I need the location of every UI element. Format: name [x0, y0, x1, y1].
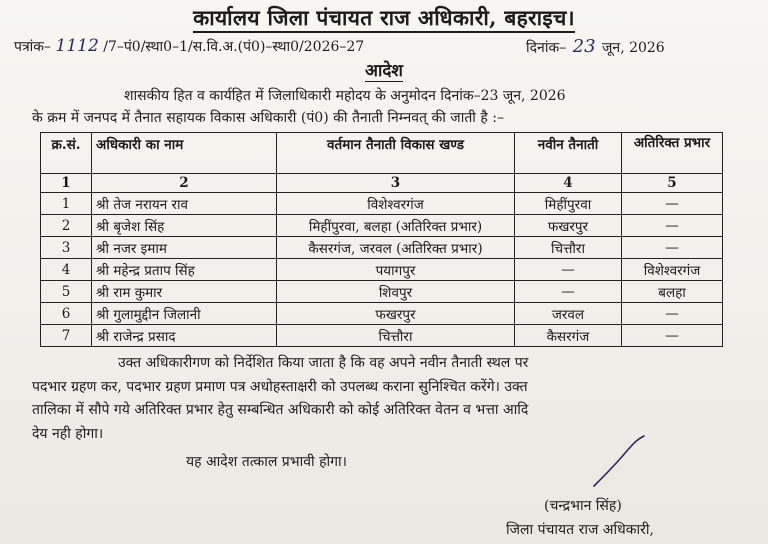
serial-cell: 4: [41, 259, 92, 281]
intro-line-1: शासकीय हित व कार्यहित में जिलाधिकारी महोदय के अनुमोदन दिनांक–23 जून, 2026: [124, 88, 566, 104]
header-serial: क्र.सं.: [41, 133, 92, 174]
order-date: [526, 36, 665, 57]
serial-cell: 2: [41, 215, 92, 237]
current-posting-cell: शिवपुर: [277, 281, 515, 303]
column-number: 3: [277, 174, 515, 193]
officer-name-cell: श्री तेज नरायन राव: [92, 193, 277, 215]
table-header-row: [41, 133, 723, 174]
table-row: [41, 325, 723, 347]
current-posting-cell: मिहींपुरवा, बलहा (अतिरिक्त प्रभार): [277, 215, 515, 237]
date-prefix: दिनांक–: [526, 40, 567, 56]
column-number-row: [41, 174, 723, 193]
signatory-designation: जिला पंचायत राज अधिकारी,: [506, 522, 654, 538]
serial-cell: 6: [41, 303, 92, 325]
officer-name-cell: श्री महेन्द्र प्रताप सिंह: [92, 259, 277, 281]
reference-number: [14, 36, 364, 56]
date-day-handwritten: 23: [572, 36, 596, 57]
column-number: 5: [622, 174, 723, 193]
header-current-posting: वर्तमान तैनाती विकास खण्ड: [277, 133, 515, 174]
column-number: 4: [515, 174, 622, 193]
handwritten-signature: [590, 432, 650, 492]
column-number: 2: [92, 174, 277, 193]
header-additional-charge: अतिरिक्त प्रभार: [622, 133, 723, 174]
effective-statement: यह आदेश तत्काल प्रभावी होगा।: [186, 454, 347, 470]
new-posting-cell: —: [515, 281, 622, 303]
officer-name-cell: श्री गुलामुद्दीन जिलानी: [92, 303, 277, 325]
additional-charge-cell: बलहा: [622, 281, 723, 303]
additional-charge-cell: —: [622, 237, 723, 259]
signatory-name: (चन्द्रभान सिंह): [544, 498, 622, 514]
header-new-posting: नवीन तैनाती: [515, 133, 622, 174]
intro-line-2: के क्रम में जनपद में तैनात सहायक विकास अधिकारी (पं0) की तैनाती निम्नवत् की जाती है :–: [32, 110, 504, 126]
additional-charge-cell: —: [622, 303, 723, 325]
new-posting-cell: चित्तौरा: [515, 237, 622, 259]
header-officer-name: अधिकारी का नाम: [92, 133, 277, 174]
new-posting-cell: कैसरगंज: [515, 325, 622, 347]
table-row: [41, 303, 723, 325]
order-heading: [0, 58, 768, 81]
new-posting-cell: जरवल: [515, 303, 622, 325]
officer-name-cell: श्री राजेन्द्र प्रसाद: [92, 325, 277, 347]
officer-name-cell: श्री नजर इमाम: [92, 237, 277, 259]
paragraph-line: पदभार ग्रहण कर, पदभार ग्रहण प्रमाण पत्र अधोहस्ताक्षरी को उपलब्ध कराना सुनिश्चित करेंगे। उक्त: [32, 378, 528, 395]
new-posting-cell: मिहींपुरवा: [515, 193, 622, 215]
paragraph-line: [32, 352, 718, 376]
new-posting-cell: —: [515, 259, 622, 281]
officer-name-cell: श्री बृजेश सिंह: [92, 215, 277, 237]
current-posting-cell: विशेश्वरगंज: [277, 193, 515, 215]
serial-cell: 7: [41, 325, 92, 347]
order-heading-text: आदेश: [365, 61, 403, 81]
paragraph-line-text: उक्त अधिकारीगण को निर्देशित किया जाता है कि वह अपने नवीन तैनाती स्थल पर: [118, 355, 529, 371]
paragraph-line: देय नही होगा।: [32, 425, 104, 442]
table-row: [41, 193, 723, 215]
additional-charge-cell: —: [622, 215, 723, 237]
current-posting-cell: चित्तौरा: [277, 325, 515, 347]
ref-prefix: पत्रांक–: [14, 39, 52, 55]
posting-table: [40, 132, 723, 347]
current-posting-cell: कैसरगंज, जरवल (अतिरिक्त प्रभार): [277, 237, 515, 259]
table-row: [41, 259, 723, 281]
officer-name-cell: श्री राम कुमार: [92, 281, 277, 303]
ref-number-handwritten: 1112: [55, 36, 99, 56]
office-title: [0, 4, 768, 32]
serial-cell: 3: [41, 237, 92, 259]
paragraph-line: तालिका में सौपे गये अतिरिक्त प्रभार हेतु सम्बन्धित अधिकारी को कोई अतिरिक्त वेतन व भत्ता आदि: [32, 402, 529, 418]
current-posting-cell: फखरपुर: [277, 303, 515, 325]
new-posting-cell: फखरपुर: [515, 215, 622, 237]
serial-cell: 5: [41, 281, 92, 303]
serial-cell: 1: [41, 193, 92, 215]
table-row: [41, 237, 723, 259]
additional-charge-cell: —: [622, 325, 723, 347]
ref-suffix: /7–पं0/स्था0–1/स.वि.अ.(पं0)–स्था0/2026–27: [103, 39, 365, 55]
table-row: [41, 281, 723, 303]
additional-charge-cell: —: [622, 193, 723, 215]
current-posting-cell: पयागपुर: [277, 259, 515, 281]
office-title-text: कार्यालय जिला पंचायत राज अधिकारी, बहराइच।: [193, 5, 575, 33]
table-row: [41, 215, 723, 237]
date-suffix: जून, 2026: [602, 40, 665, 56]
column-number: 1: [41, 174, 92, 193]
additional-charge-cell: विशेश्वरगंज: [622, 259, 723, 281]
